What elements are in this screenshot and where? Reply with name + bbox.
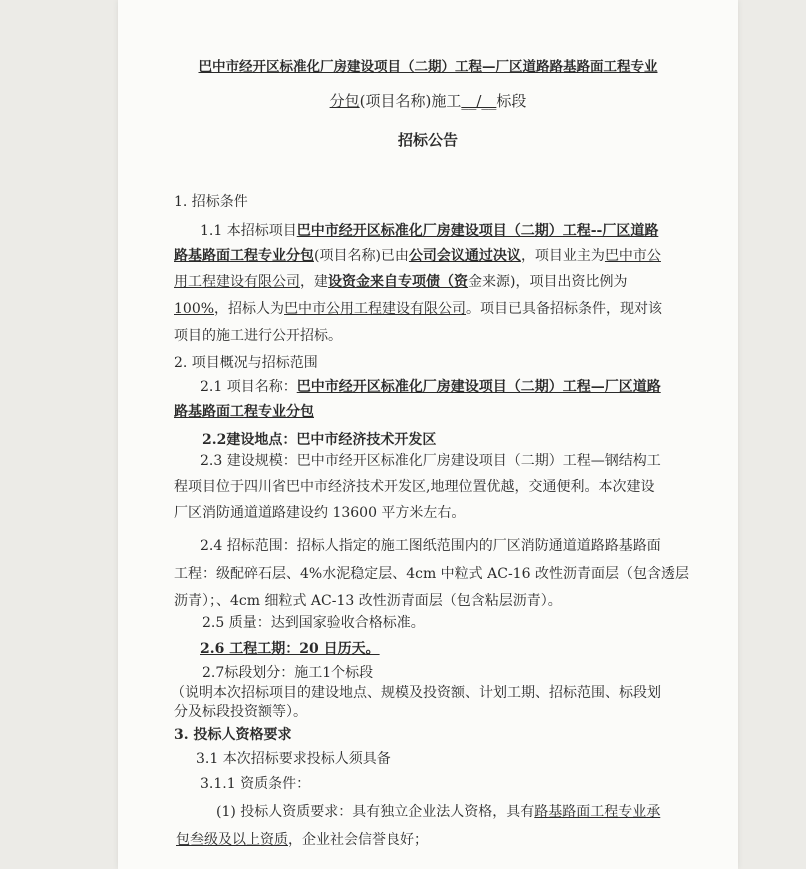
para-2-7: 2.7标段划分：施工1个标段 — [202, 665, 374, 681]
para-2-4-line1: 2.4 招标范围：招标人指定的施工图纸范围内的厂区消防通道道路路基路面 — [200, 538, 661, 554]
document-page — [118, 0, 738, 869]
para-1-1-line2 — [174, 247, 661, 265]
qualification-req-cont: 包叁级及以上资质 — [176, 832, 288, 848]
para-3-1-1: 3.1.1 资质条件： — [200, 776, 311, 792]
title-part-b: (项目名称)施工 — [359, 92, 462, 110]
title-section-blank: __/__ — [461, 92, 497, 110]
para-3-1-1-1-line1 — [216, 803, 660, 821]
para-3-1: 3.1 本次招标要求投标人须具备 — [196, 751, 391, 767]
doc-heading: 招标公告 — [397, 131, 458, 149]
owner-name-cont: 用工程建设有限公司 — [174, 274, 300, 290]
para-text: ，企业社会信誉良好； — [288, 832, 428, 848]
funding-source: 设资金来自专项债（资 — [328, 274, 468, 290]
project-name: 巴中市经开区标准化厂房建设项目（二期）工程—厂区道路 — [296, 379, 661, 395]
doc-title-line2 — [118, 92, 738, 110]
para-text: (1) 投标人资质要求：具有独立企业法人资格，具有 — [216, 804, 535, 820]
title-part-d: 标段 — [496, 92, 527, 110]
para-text: 2.1 项目名称： — [200, 379, 297, 395]
title-part-a: 分包 — [329, 92, 360, 110]
owner-name: 巴中市公 — [604, 248, 661, 264]
para-2-5: 2.5 质量：达到国家验收合格标准。 — [202, 615, 425, 631]
section-2-heading: 2. 项目概况与招标范围 — [174, 355, 318, 371]
para-2-3-line1: 2.3 建设规模：巴中市经开区标准化厂房建设项目（二期）工程—钢结构工 — [200, 453, 661, 469]
para-1-1-line3 — [174, 273, 627, 291]
approval-basis: 公司会议通过决议 — [408, 248, 521, 264]
qualification-req: 路基路面工程专业承 — [534, 804, 661, 820]
para-2-3-line3: 厂区消防通道道路建设约 13600 平方米左右。 — [174, 505, 466, 521]
para-1-1-line5: 项目的施工进行公开招标。 — [174, 328, 342, 344]
para-text: ，建 — [300, 274, 328, 290]
doc-title-line1: 巴中市经开区标准化厂房建设项目（二期）工程—厂区道路路基路面工程专业 — [198, 59, 658, 75]
para-text: ，项目业主为 — [520, 248, 605, 264]
para-2-6: 2.6 工程工期：20 日历天。 — [200, 641, 380, 657]
para-2-7-note-line1: （说明本次招标项目的建设地点、规模及投资额、计划工期、招标范围、标段划 — [171, 685, 661, 701]
para-text: ，招标人为 — [214, 301, 285, 317]
section-3-heading: 3. 投标人资格要求 — [174, 727, 292, 743]
para-1-1-line1 — [200, 222, 658, 240]
project-name-cont: 路基路面工程专业分包 — [174, 404, 314, 420]
project-name: 巴中市经开区标准化厂房建设项目（二期）工程--厂区道路 — [296, 223, 659, 239]
para-2-4-line3: 沥青）；、4cm 细粒式 AC-13 改性沥青面层（包含粘层沥青）。 — [174, 593, 562, 609]
para-text: (项目名称)已由 — [314, 248, 409, 264]
para-2-7-note-line2: 分及标段投资额等）。 — [174, 704, 307, 720]
section-1-heading: 1. 招标条件 — [174, 194, 248, 210]
para-3-1-1-1-line2 — [176, 831, 428, 849]
para-2-1-line1 — [200, 378, 661, 396]
para-2-3-line2: 程项目位于四川省巴中市经济技术开发区,地理位置优越，交通便利。本次建设 — [174, 479, 655, 495]
para-text: 1.1 本招标项目 — [200, 223, 297, 239]
tenderer-name: 巴中市公用工程建设有限公司 — [284, 301, 467, 317]
para-text: 。项目已具备招标条件，现对该 — [466, 301, 663, 317]
para-1-1-line4 — [174, 300, 662, 318]
para-2-1-line2 — [174, 403, 314, 421]
project-name-cont: 路基路面工程专业分包 — [174, 248, 314, 264]
funding-ratio: 100% — [174, 301, 215, 317]
para-text: 金来源)，项目出资比例为 — [468, 274, 628, 290]
para-2-2: 2.2建设地点：巴中市经济技术开发区 — [202, 432, 437, 448]
para-2-4-line2: 工程：级配碎石层、4%水泥稳定层、4cm 中粒式 AC-16 改性沥青面层（包含透层 — [174, 566, 689, 582]
